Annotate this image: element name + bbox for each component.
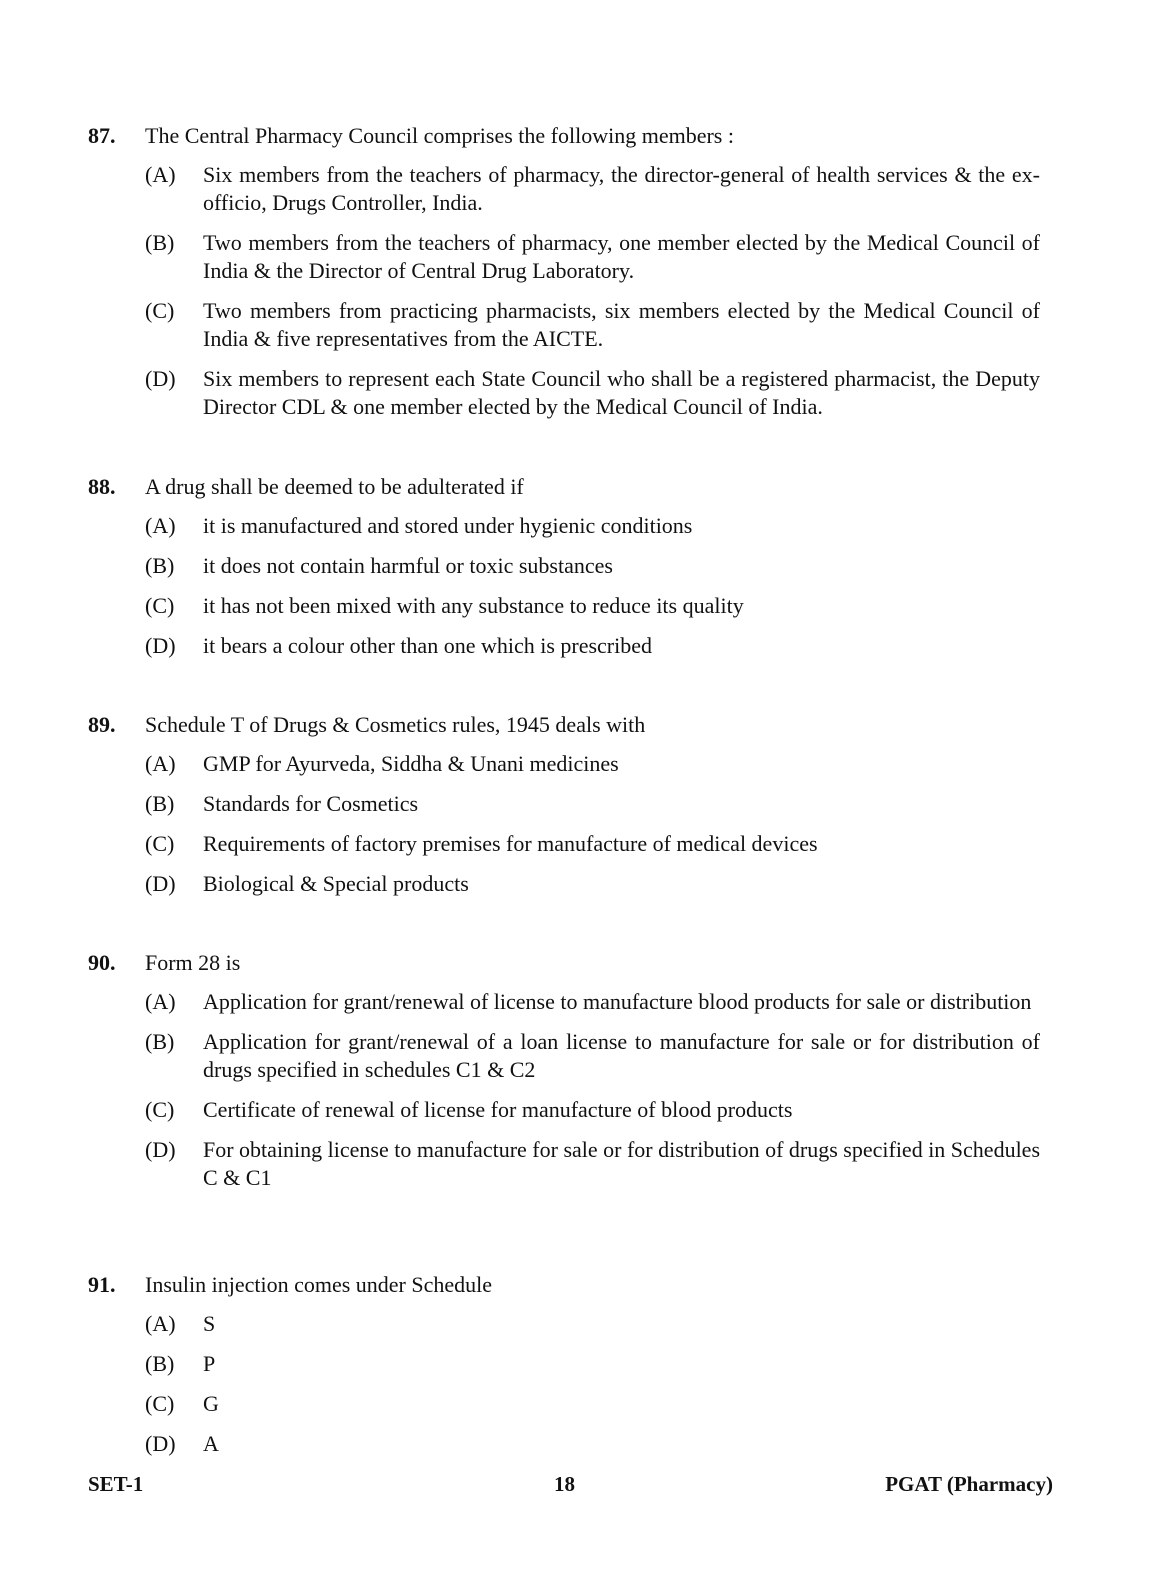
option-b [145,229,1053,285]
option-text: Two members from the teachers of pharmacy, one member elected by the Medical Council of India & the Director of Central Drug Laboratory. [203,230,1040,283]
question-89 [88,710,1053,910]
option-letter: (A) [145,513,176,538]
footer-exam-title: PGAT (Pharmacy) [885,1472,1053,1496]
option-c [145,1390,1053,1418]
option-letter: (B) [145,230,175,255]
option-letter: (A) [145,989,176,1014]
options-list [88,750,1053,898]
option-c [145,592,1053,620]
question-88 [88,472,1053,672]
question-text: Form 28 is [145,950,241,975]
options-list [88,512,1053,660]
option-letter: (A) [145,162,176,187]
option-letter: (D) [145,633,176,658]
option-a [145,750,1053,778]
option-letter: (C) [145,593,175,618]
option-letter: (A) [145,751,176,776]
question-text: Insulin injection comes under Schedule [145,1272,493,1297]
option-letter: (D) [145,366,176,391]
option-text: A [203,1431,219,1456]
option-text: S [203,1311,216,1336]
option-text: For obtaining license to manufacture for sale or for distribution of drugs specified in Schedules C & C1 [203,1137,1041,1190]
option-letter: (B) [145,1029,175,1054]
option-letter: (C) [145,831,175,856]
page-footer [88,1472,1053,1502]
option-text: Two members from practicing pharmacists, six members elected by the Medical Council of India & five representatives from the AICTE. [203,298,1040,351]
question-91 [88,1270,1053,1470]
question-number: 87. [88,123,116,148]
question-number: 91. [88,1272,116,1297]
option-a [145,988,1053,1016]
option-text: P [203,1351,216,1376]
option-text: Requirements of factory premises for manufacture of medical devices [203,831,818,856]
option-c [145,830,1053,858]
option-letter: (D) [145,1137,176,1162]
option-letter: (A) [145,1311,176,1336]
option-letter: (D) [145,871,176,896]
options-list [88,161,1053,421]
options-list [88,988,1053,1192]
option-letter: (D) [145,1431,176,1456]
question-number: 89. [88,712,116,737]
question-text: Schedule T of Drugs & Cosmetics rules, 1945 deals with [145,712,646,737]
option-a [145,1310,1053,1338]
question-text: The Central Pharmacy Council comprises the following members : [145,123,734,148]
option-text: GMP for Ayurveda, Siddha & Unani medicines [203,751,619,776]
footer-page-number: 18 [554,1472,575,1496]
option-d [145,632,1053,660]
question-90 [88,948,1053,1204]
option-letter: (B) [145,791,175,816]
option-text: Application for grant/renewal of a loan license to manufacture for sale or for distribution of drugs specified in schedules C1 & C2 [203,1029,1040,1082]
option-d [145,365,1053,421]
option-letter: (B) [145,553,175,578]
option-text: it has not been mixed with any substance to reduce its quality [203,593,744,618]
option-c [145,1096,1053,1124]
option-text: Standards for Cosmetics [203,791,419,816]
option-text: it bears a colour other than one which is prescribed [203,633,653,658]
question-87 [88,121,1053,433]
question-text: A drug shall be deemed to be adulterated if [145,474,524,499]
option-d [145,1430,1053,1458]
option-text: it is manufactured and stored under hygienic conditions [203,513,693,538]
footer-set: SET-1 [88,1472,144,1496]
option-text: Six members to represent each State Council who shall be a registered pharmacist, the Deputy Director CDL & one member elected by the Medical Council of India. [203,366,1040,419]
option-letter: (C) [145,1097,175,1122]
question-number: 88. [88,474,116,499]
option-text: Application for grant/renewal of license to manufacture blood products for sale or distribution [203,989,1032,1014]
option-text: G [203,1391,219,1416]
option-text: it does not contain harmful or toxic substances [203,553,613,578]
option-c [145,297,1053,353]
option-text: Biological & Special products [203,871,469,896]
question-number: 90. [88,950,116,975]
option-a [145,512,1053,540]
option-text: Six members from the teachers of pharmacy, the director-general of health services & the ex-officio, Drugs Controller, India. [203,162,1040,215]
option-d [145,1136,1053,1192]
option-text: Certificate of renewal of license for manufacture of blood products [203,1097,793,1122]
option-b [145,1350,1053,1378]
option-letter: (B) [145,1351,175,1376]
option-b [145,790,1053,818]
option-d [145,870,1053,898]
option-letter: (C) [145,1391,175,1416]
option-letter: (C) [145,298,175,323]
option-b [145,552,1053,580]
options-list [88,1310,1053,1458]
option-a [145,161,1053,217]
option-b [145,1028,1053,1084]
